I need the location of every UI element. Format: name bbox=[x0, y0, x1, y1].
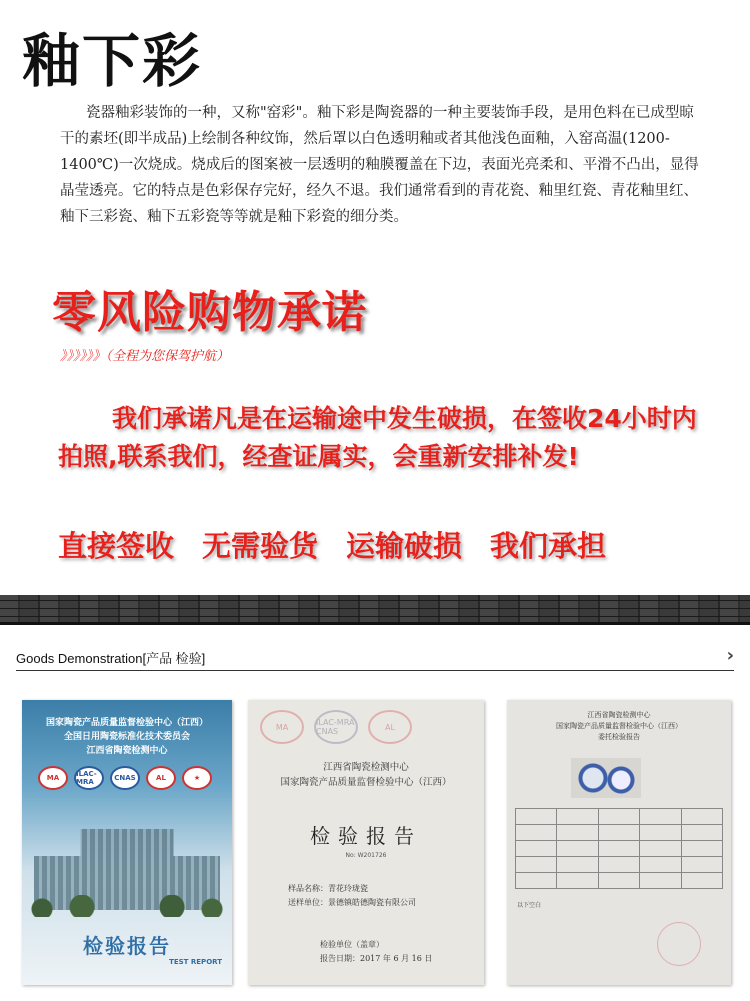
promise-body bbox=[58, 400, 708, 476]
promise-body-text: 我们承诺凡是在运输途中发生破损，在签收24小时内拍照,联系我们，经查证属实，会重新安排补发! bbox=[58, 404, 697, 471]
promise-tag: 运输破损 bbox=[346, 529, 463, 563]
trees-image bbox=[22, 895, 232, 917]
report-stamps bbox=[260, 710, 412, 744]
ma-stamp: MA bbox=[260, 710, 304, 744]
promise-title: 零风险购物承诺 bbox=[52, 287, 367, 338]
sample-photo bbox=[571, 758, 641, 798]
cnas-logo: CNAS bbox=[110, 766, 140, 790]
al-logo: AL bbox=[146, 766, 176, 790]
cover-header-line: 江西省陶瓷检测中心 bbox=[86, 746, 168, 756]
cover-header-line: 国家陶瓷产品质量监督检验中心（江西） bbox=[45, 718, 208, 728]
detail-header-line: 委托检验报告 bbox=[598, 733, 640, 741]
brick-divider bbox=[0, 595, 750, 625]
intro-text: 瓷器釉彩装饰的一种，又称"窑彩"。釉下彩是陶瓷器的一种主要装饰手段，是用色料在已成型晾干的素坯(即半成品)上绘制各种纹饰，然后罩以白色透明釉或者其他浅色面釉，入窑高温(1200-1400℃)一次烧成。烧成后的图案被一层透明的釉膜覆盖在下边，表面光亮柔和、平滑不凸出，显得晶莹透亮。它的特点是色彩保存完好，经久不退。我们通常看到的青花瓷、釉里红瓷、青花釉里红、釉下三彩瓷、釉下五彩瓷等等就是釉下彩瓷的细分类。 bbox=[60, 105, 699, 225]
report-number: No: W201726 bbox=[345, 852, 387, 859]
star-logo: ★ bbox=[182, 766, 212, 790]
report-org-line: 江西省陶瓷检测中心 bbox=[323, 762, 409, 773]
report-sample-line: 送样单位：景德镇皓德陶瓷有限公司 bbox=[288, 898, 416, 907]
cover-logos bbox=[38, 766, 212, 790]
cover-header-line: 全国日用陶瓷标准化技术委员会 bbox=[63, 732, 190, 742]
detail-table bbox=[515, 808, 723, 889]
cover-report-en: TEST REPORT bbox=[169, 958, 222, 966]
page-title: 釉下彩 bbox=[22, 27, 203, 95]
promise-tag: 直接签收 bbox=[58, 529, 175, 563]
report-sample-info bbox=[288, 882, 416, 910]
promise-tag: 我们承担 bbox=[490, 529, 607, 563]
chevron-right-icon[interactable]: › bbox=[726, 645, 734, 666]
promise-tag: 无需验货 bbox=[202, 529, 319, 563]
detail-header-line: 国家陶瓷产品质量监督检验中心（江西） bbox=[556, 722, 682, 730]
detail-header bbox=[507, 710, 731, 743]
cnas-stamp: ILAC-MRA CNAS bbox=[314, 710, 358, 744]
promise-subtitle: 》》》》》》（全程为您保驾护航） bbox=[60, 349, 230, 364]
blank-below-text: 以下空白 bbox=[517, 902, 542, 909]
seal-mark bbox=[657, 922, 701, 966]
report-detail-page-image[interactable] bbox=[507, 700, 731, 985]
al-stamp: AL bbox=[368, 710, 412, 744]
report-org bbox=[248, 760, 484, 790]
cover-report-title: 检验报告 bbox=[83, 934, 171, 958]
ilac-logo: ILAC-MRA bbox=[74, 766, 104, 790]
cover-header bbox=[22, 716, 232, 758]
report-title-page-image[interactable] bbox=[248, 700, 484, 985]
section-label: Goods Demonstration[产品 检验] bbox=[16, 651, 206, 666]
section-header bbox=[16, 645, 734, 671]
report-org-line: 国家陶瓷产品质量监督检验中心（江西） bbox=[280, 777, 452, 788]
promise-tags bbox=[58, 524, 718, 565]
report-cover-image[interactable] bbox=[22, 700, 232, 985]
report-big-title: 检验报告 bbox=[310, 824, 422, 848]
report-footer-line: 报告日期：2017 年 6 月 16 日 bbox=[320, 954, 433, 963]
ma-logo: MA bbox=[38, 766, 68, 790]
intro-paragraph bbox=[60, 100, 700, 230]
report-footer-line: 检验单位（盖章） bbox=[320, 940, 384, 949]
report-footer bbox=[320, 938, 432, 966]
detail-header-line: 江西省陶瓷检测中心 bbox=[587, 711, 651, 719]
report-sample-line: 样品名称：青花玲珑瓷 bbox=[288, 884, 368, 893]
